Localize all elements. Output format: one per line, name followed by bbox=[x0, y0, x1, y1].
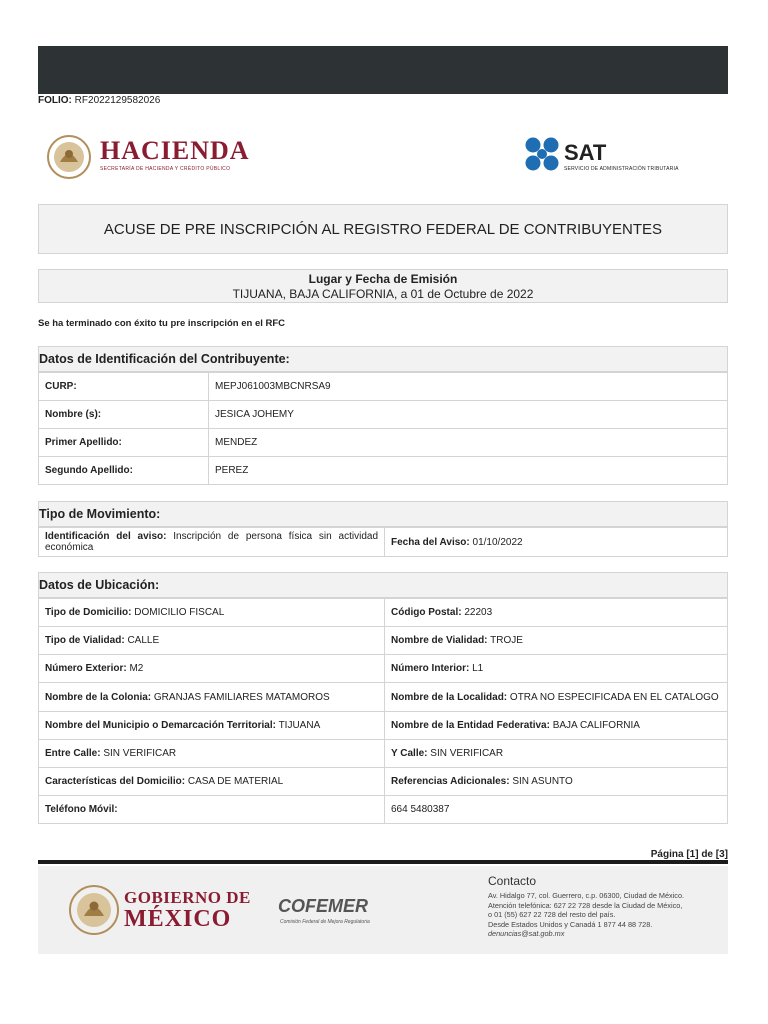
ubicacion-cell bbox=[385, 599, 728, 627]
table-row bbox=[39, 373, 728, 401]
table-row bbox=[39, 712, 728, 740]
codigo-postal-value: 22203 bbox=[464, 607, 493, 618]
nombre-vialidad-label: Nombre de Vialidad: bbox=[391, 635, 488, 646]
localidad-label: Nombre de la Localidad: bbox=[391, 691, 508, 703]
seal-icon bbox=[46, 134, 92, 180]
ubicacion-cell bbox=[385, 683, 728, 712]
ubicacion-cell bbox=[385, 712, 728, 740]
y-calle-value: SIN VERIFICAR bbox=[430, 748, 504, 759]
hacienda-title: HACIENDA bbox=[100, 136, 250, 165]
identificacion-section bbox=[38, 346, 728, 485]
hacienda-logo bbox=[44, 130, 264, 184]
table-row bbox=[39, 457, 728, 485]
tipo-vialidad-value: CALLE bbox=[127, 635, 160, 646]
gobierno-title: GOBIERNO DE bbox=[124, 888, 251, 907]
tipo-vialidad-label: Tipo de Vialidad: bbox=[45, 635, 125, 646]
movimiento-section bbox=[38, 501, 728, 557]
sat-title: SAT bbox=[564, 140, 607, 165]
entre-calle-value: SIN VERIFICAR bbox=[103, 748, 177, 759]
lugar-title: Lugar y Fecha de Emisión bbox=[308, 272, 458, 286]
colonia-value: GRANJAS FAMILIARES MATAMOROS bbox=[153, 691, 330, 703]
nombre-value: JESICA JOHEMY bbox=[209, 401, 728, 429]
curp-label: CURP: bbox=[39, 373, 209, 401]
codigo-postal-label: Código Postal: bbox=[391, 607, 462, 618]
fecha-aviso-label: Fecha del Aviso: bbox=[391, 536, 470, 548]
movimiento-table bbox=[38, 527, 728, 557]
ubicacion-title: Datos de Ubicación: bbox=[38, 572, 728, 598]
top-bar bbox=[38, 46, 728, 94]
contact-block bbox=[488, 874, 724, 939]
success-message: Se ha terminado con éxito tu pre inscripción en el RFC bbox=[38, 318, 286, 329]
tipo-domicilio-label: Tipo de Domicilio: bbox=[45, 607, 132, 618]
entidad-label: Nombre de la Entidad Federativa: bbox=[391, 720, 550, 731]
folio-label: FOLIO: bbox=[38, 95, 72, 106]
cofemer-subtitle: Comisión Federal de Mejora Regulatoria bbox=[280, 919, 370, 925]
table-row bbox=[39, 401, 728, 429]
cofemer-logo: COFEMER bbox=[278, 896, 368, 916]
ubicacion-cell bbox=[385, 627, 728, 655]
referencias-value: SIN ASUNTO bbox=[512, 776, 573, 787]
municipio-label: Nombre del Municipio o Demarcación Territorial: bbox=[45, 720, 276, 731]
caracteristicas-value: CASA DE MATERIAL bbox=[187, 776, 284, 787]
ubicacion-cell bbox=[39, 768, 385, 796]
table-row bbox=[39, 655, 728, 683]
table-row bbox=[39, 768, 728, 796]
contact-line: Av. Hidalgo 77, col. Guerrero, c.p. 06300, Ciudad de México. bbox=[488, 891, 685, 900]
ubicacion-cell bbox=[39, 599, 385, 627]
ubicacion-section bbox=[38, 572, 728, 824]
caracteristicas-label: Características del Domicilio: bbox=[45, 776, 186, 787]
ubicacion-cell bbox=[385, 740, 728, 768]
table-row bbox=[39, 683, 728, 712]
primer-apellido-label: Primer Apellido: bbox=[39, 429, 209, 457]
contact-line: o 01 (55) 627 22 728 del resto del país. bbox=[488, 910, 616, 920]
segundo-apellido-value: PEREZ bbox=[209, 457, 728, 485]
primer-apellido-value: MENDEZ bbox=[209, 429, 728, 457]
entidad-value: BAJA CALIFORNIA bbox=[552, 720, 640, 731]
ubicacion-cell bbox=[39, 627, 385, 655]
ubicacion-cell bbox=[39, 683, 385, 712]
y-calle-label: Y Calle: bbox=[391, 748, 428, 759]
footer bbox=[38, 866, 728, 954]
ubicacion-cell bbox=[385, 655, 728, 683]
seal-icon bbox=[68, 884, 120, 936]
curp-value: MEPJ061003MBCNRSA9 bbox=[209, 373, 728, 401]
sat-dots-icon bbox=[524, 136, 560, 172]
folio bbox=[38, 95, 160, 106]
table-row bbox=[39, 740, 728, 768]
numero-exterior-label: Número Exterior: bbox=[45, 663, 127, 674]
numero-interior-value: L1 bbox=[472, 663, 484, 674]
contact-email-link[interactable]: denuncias@sat.gob.mx bbox=[488, 929, 565, 939]
document-title: ACUSE DE PRE INSCRIPCIÓN AL REGISTRO FEDERAL DE CONTRIBUYENTES bbox=[38, 204, 728, 254]
contact-line: Desde Estados Unidos y Canadá 1 877 44 88 728. bbox=[488, 919, 653, 929]
tipo-domicilio-value: DOMICILIO FISCAL bbox=[134, 607, 225, 618]
contact-title: Contacto bbox=[488, 874, 537, 888]
table-row bbox=[39, 627, 728, 655]
table-row bbox=[39, 528, 728, 557]
table-row bbox=[39, 599, 728, 627]
sat-logo bbox=[524, 136, 704, 176]
ubicacion-cell bbox=[39, 655, 385, 683]
ubicacion-cell bbox=[385, 796, 728, 824]
movimiento-title: Tipo de Movimiento: bbox=[38, 501, 728, 527]
fecha-aviso-cell bbox=[385, 528, 728, 557]
aviso-cell bbox=[39, 528, 385, 557]
sat-subtitle: SERVICIO DE ADMINISTRACIÓN TRIBUTARIA bbox=[564, 166, 679, 172]
entre-calle-label: Entre Calle: bbox=[45, 748, 101, 759]
lugar-fecha-box bbox=[38, 269, 728, 303]
segundo-apellido-label: Segundo Apellido: bbox=[39, 457, 209, 485]
fecha-aviso-value: 01/10/2022 bbox=[472, 536, 523, 548]
referencias-label: Referencias Adicionales: bbox=[391, 776, 510, 787]
nombre-label: Nombre (s): bbox=[39, 401, 209, 429]
mexico-title: MÉXICO bbox=[124, 906, 232, 932]
municipio-value: TIJUANA bbox=[278, 720, 321, 731]
numero-exterior-value: M2 bbox=[129, 663, 144, 674]
ubicacion-cell bbox=[385, 768, 728, 796]
aviso-value: Inscripción de persona física sin actividad económica bbox=[45, 531, 379, 553]
telefono-movil-value: 664 5480387 bbox=[391, 804, 450, 815]
identificacion-title: Datos de Identificación del Contribuyente: bbox=[38, 346, 728, 372]
aviso-label: Identificación del aviso: bbox=[45, 531, 167, 542]
table-row bbox=[39, 429, 728, 457]
nombre-vialidad-value: TROJE bbox=[490, 635, 523, 646]
ubicacion-cell bbox=[39, 712, 385, 740]
ubicacion-cell bbox=[39, 740, 385, 768]
hacienda-subtitle: SECRETARÍA DE HACIENDA Y CRÉDITO PÚBLICO bbox=[100, 166, 231, 172]
contact-line: Atención telefónica: 627 22 728 desde la Ciudad de México, bbox=[488, 900, 683, 910]
identificacion-table bbox=[38, 372, 728, 485]
page-indicator: Página [1] de [3] bbox=[650, 849, 728, 860]
footer-divider bbox=[38, 860, 728, 864]
localidad-value: OTRA NO ESPECIFICADA EN EL CATALOGO bbox=[509, 691, 719, 703]
folio-value: RF2022129582026 bbox=[74, 95, 161, 106]
ubicacion-table bbox=[38, 598, 728, 824]
table-row bbox=[39, 796, 728, 824]
lugar-value: TIJUANA, BAJA CALIFORNIA, a 01 de Octubre de 2022 bbox=[232, 287, 534, 301]
gobierno-logo bbox=[68, 884, 258, 944]
telefono-movil-label: Teléfono Móvil: bbox=[45, 804, 118, 815]
numero-interior-label: Número Interior: bbox=[391, 663, 470, 674]
ubicacion-cell bbox=[39, 796, 385, 824]
colonia-label: Nombre de la Colonia: bbox=[45, 691, 152, 703]
